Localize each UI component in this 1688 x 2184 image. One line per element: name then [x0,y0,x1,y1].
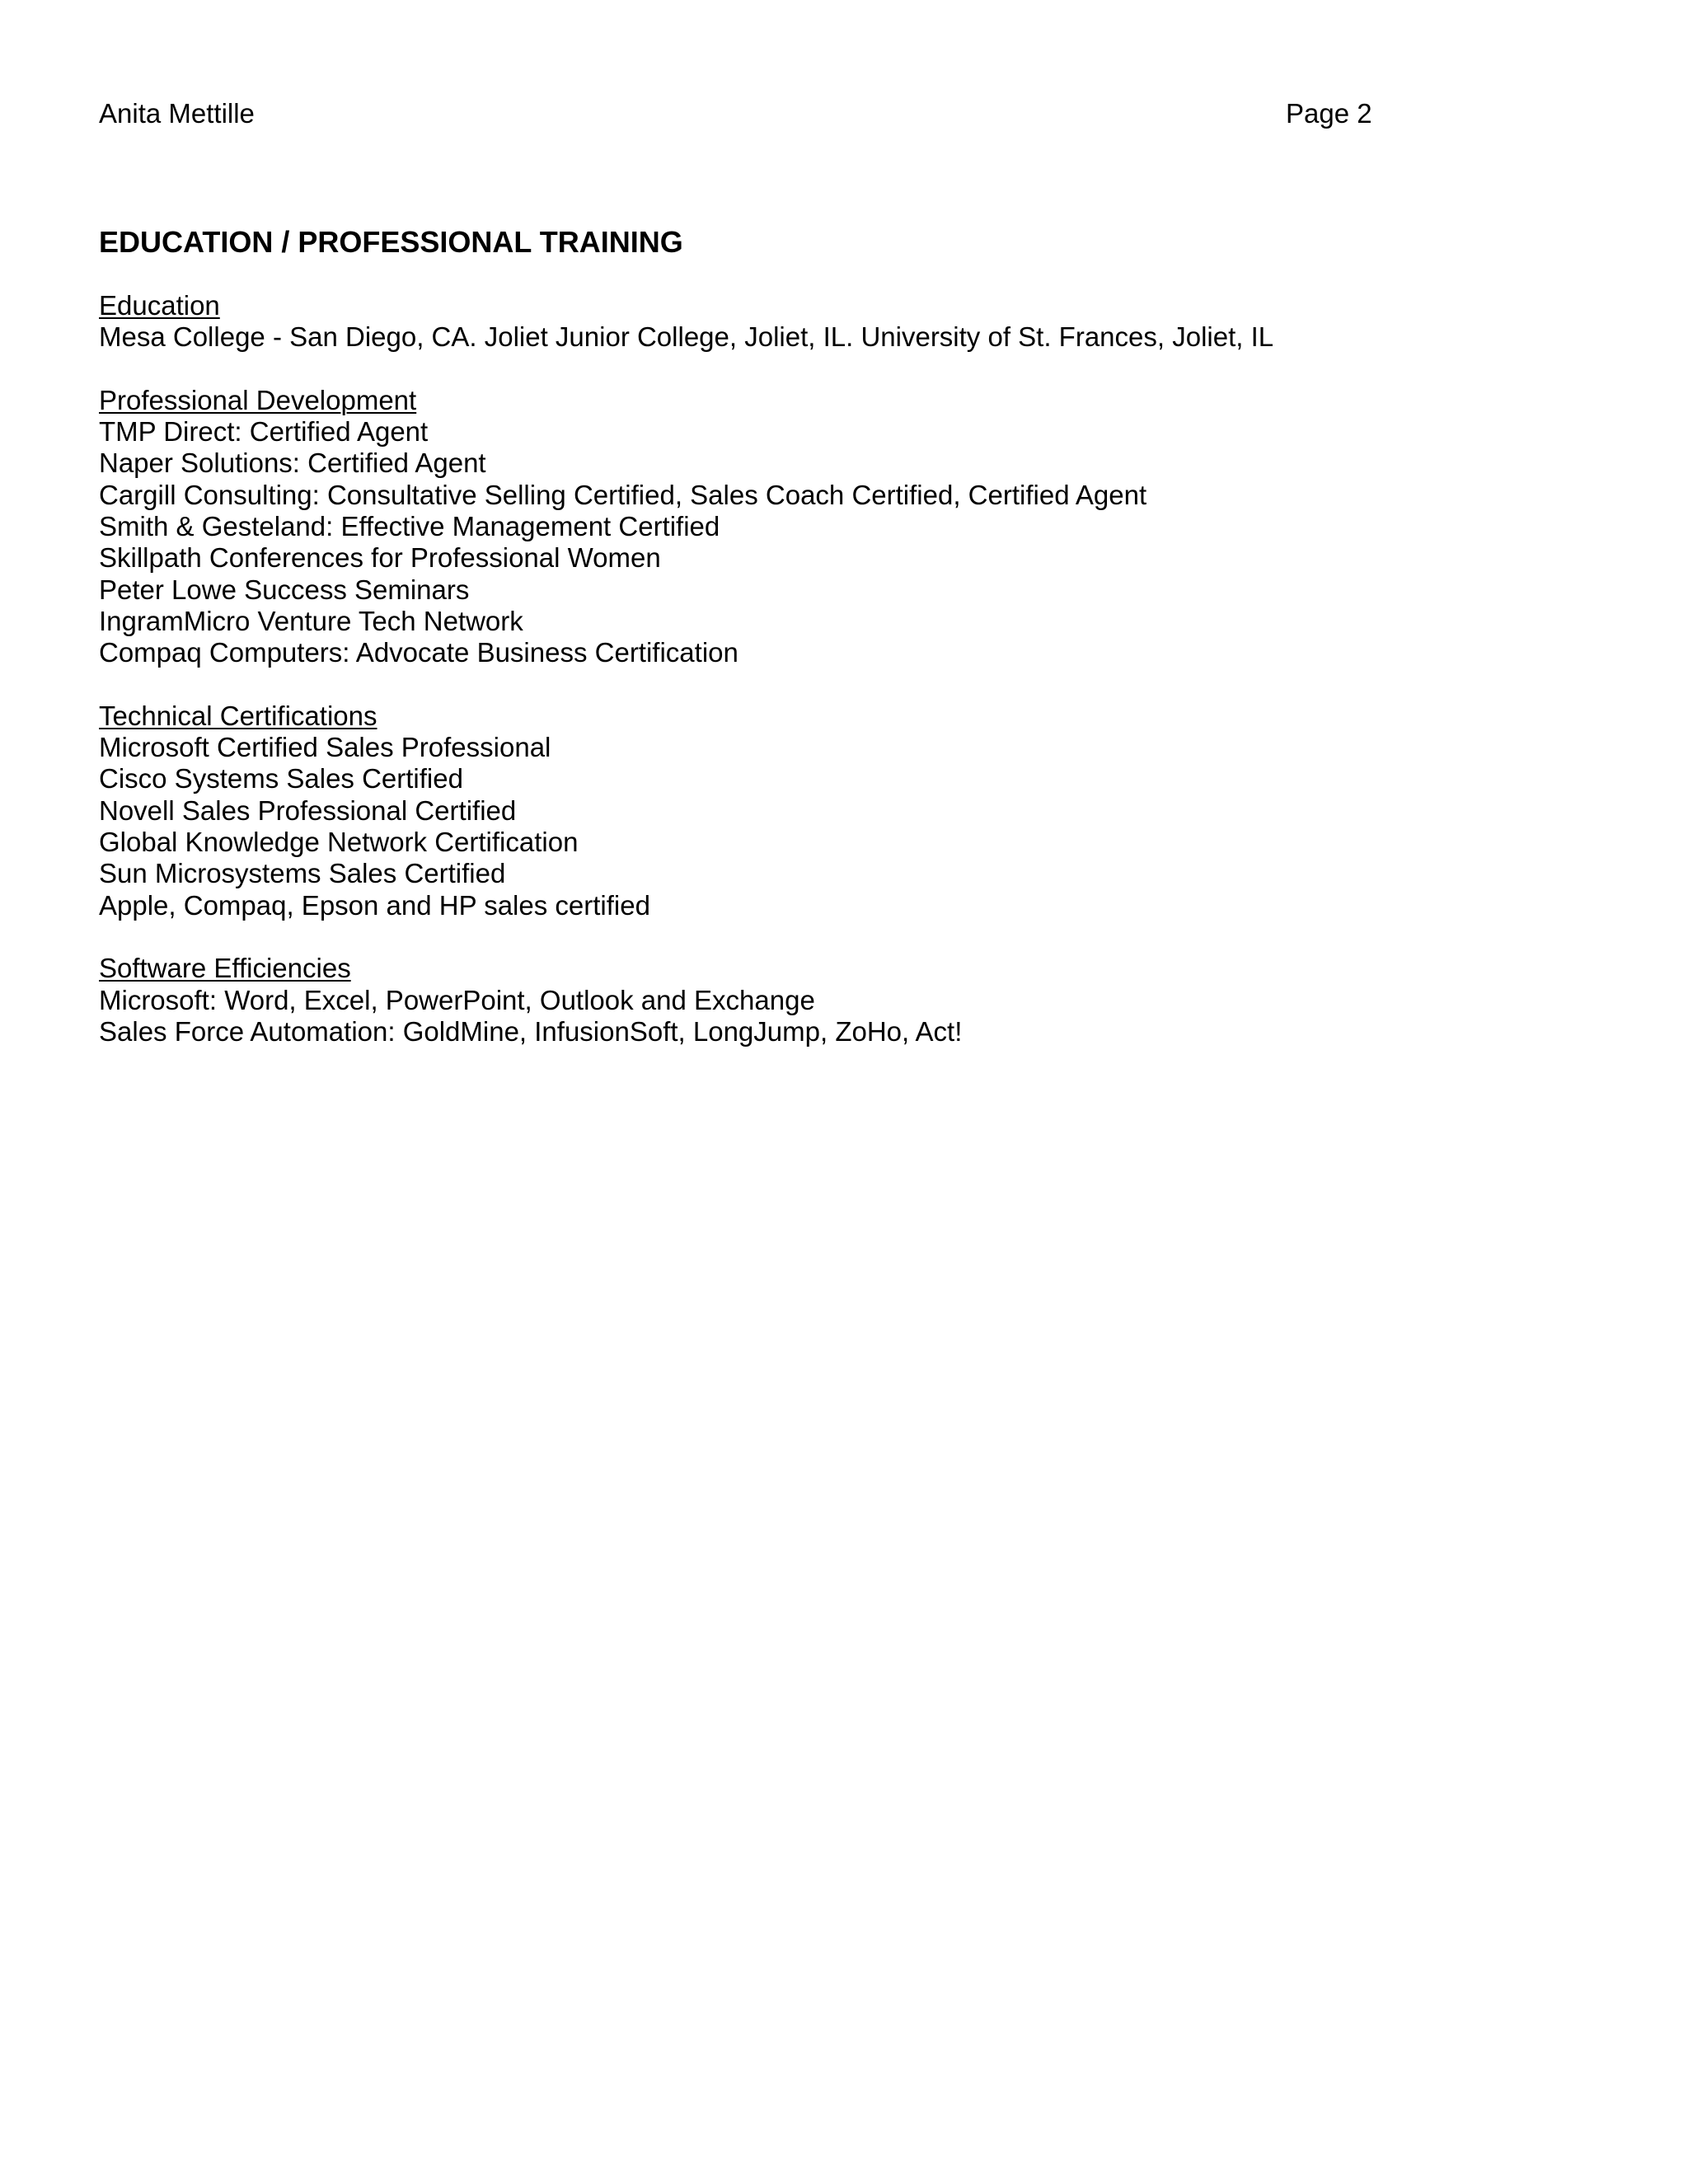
header-page-number: Page 2 [1286,98,1372,129]
list-item: TMP Direct: Certified Agent [99,416,429,448]
subsection-education [99,290,1582,354]
list-item: Global Knowledge Network Certification [99,827,579,858]
subsection-professional-development [99,385,1582,669]
section-title: EDUCATION / PROFESSIONAL TRAINING [99,225,683,259]
list-item: Cisco Systems Sales Certified [99,763,463,794]
list-item: Sun Microsystems Sales Certified [99,858,506,889]
header-name: Anita Mettille [99,98,255,129]
subsection-software-efficiencies [99,953,1582,1047]
list-item: Mesa College - San Diego, CA. Joliet Junior College, Joliet, IL. University of St. Frances, Joliet, IL [99,321,1274,353]
subsection-heading: Technical Certifications [99,700,377,731]
list-item: Novell Sales Professional Certified [99,794,517,826]
list-item: IngramMicro Venture Tech Network [99,605,523,636]
subsection-heading: Professional Development [99,384,417,415]
list-item: Peter Lowe Success Seminars [99,574,470,605]
list-item: Smith & Gesteland: Effective Management Certified [99,511,720,542]
list-item: Apple, Compaq, Epson and HP sales certified [99,889,650,921]
list-item: Skillpath Conferences for Professional Women [99,542,661,574]
list-item: Microsoft: Word, Excel, PowerPoint, Outlook and Exchange [99,984,815,1015]
list-item: Cargill Consulting: Consultative Selling Certified, Sales Coach Certified, Certified Agent [99,479,1147,510]
subsection-technical-certifications [99,701,1582,921]
list-item: Naper Solutions: Certified Agent [99,448,486,479]
subsection-heading: Education [99,290,220,321]
list-item: Microsoft Certified Sales Professional [99,732,551,763]
list-item: Compaq Computers: Advocate Business Certification [99,637,738,668]
section-content [99,290,1582,1079]
list-item: Sales Force Automation: GoldMine, InfusionSoft, LongJump, ZoHo, Act! [99,1015,963,1047]
subsection-heading: Software Efficiencies [99,953,351,984]
